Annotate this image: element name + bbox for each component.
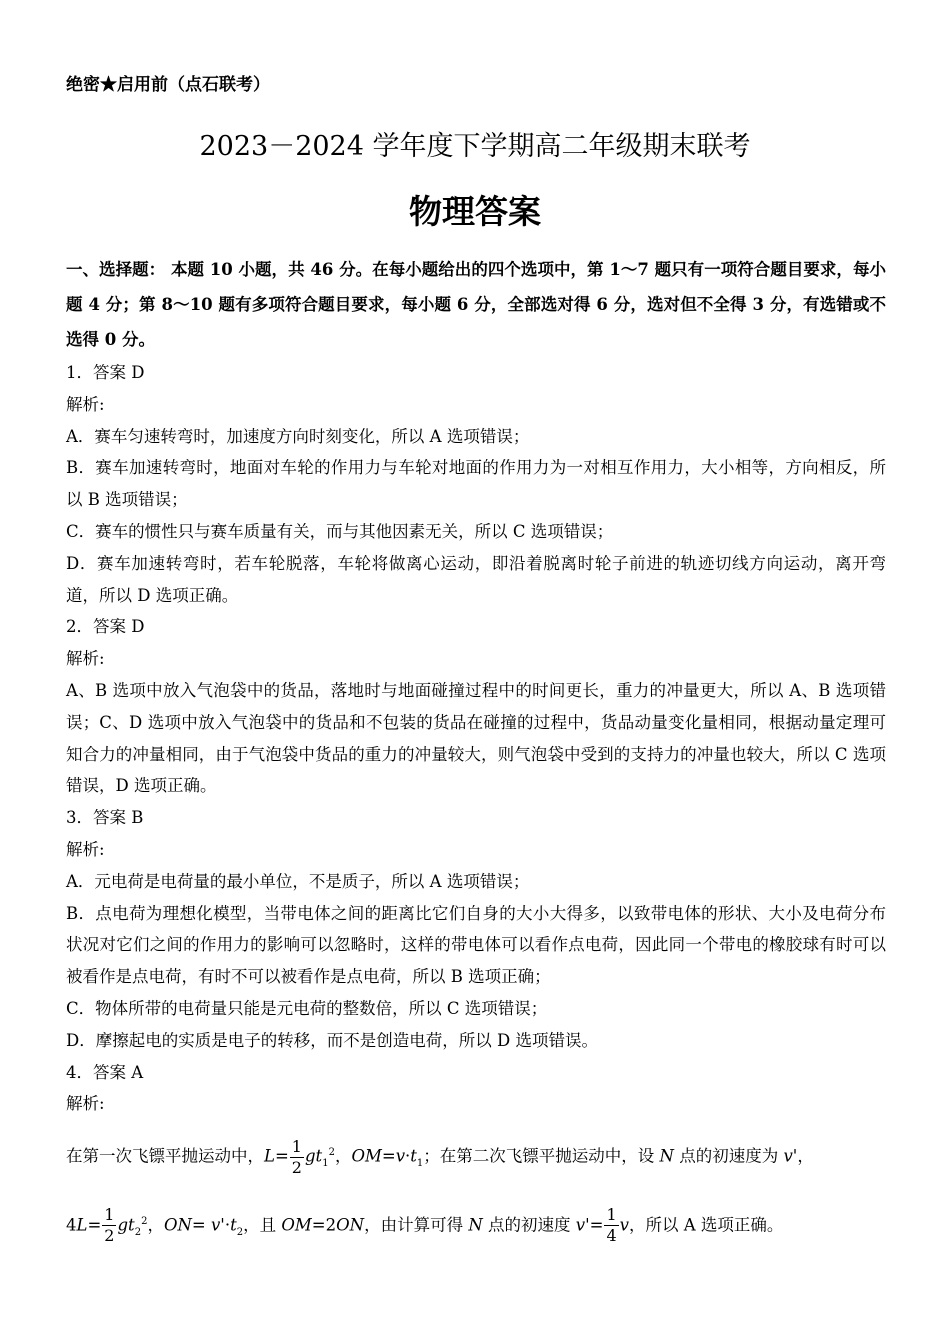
q3-option-d: D．摩擦起电的实质是电子的转移，而不是创造电荷，所以 D 选项错误。	[66, 1030, 598, 1050]
q4-answer: 4．答案 A	[66, 1062, 144, 1082]
q1-option-d: D．赛车加速转弯时，若车轮脱落，车轮将做离心运动，即沿着脱离时轮子前进的轨迹切线方向运动，离开弯道，所以 D 选项正确。	[66, 553, 886, 605]
fraction-one-half: $\frac{1}{2}$	[291, 1136, 302, 1177]
q4-formula-line-2: 4L= $\frac{1}{2}$ $gt_2^2$，$ON= v'\cdot t_2$，且 OM=2ON，由计算可得 N 点的初速度 v'= $\frac{1}{4}$ v，所以 A 选项正确。	[66, 1205, 784, 1246]
section-instructions: 一、选择题： 本题 10 小题，共 46 分。在每小题给出的四个选项中，第 1～7 题只有一项符合题目要求，每小题 4 分；第 8～10 题有多项符合题目要求，每小题 6 分，全部选对得 6 分，选对但不全得 3 分，有选错或不选得 0 分。	[66, 260, 886, 349]
q2-explanation: A、B 选项中放入气泡袋中的货品，落地时与地面碰撞过程中的时间更长，重力的冲量更大，所以 A、B 选项错误；C、D 选项中放入气泡袋中的货品和不包装的货品在碰撞的过程中，货品动量变化量相同，根据动量定理可知合力的冲量相同，由于气泡袋中货品的重力的冲量较大，则气泡袋中受到的支持力的冲量也较大，所以 C 选项错误，D 选项正确。	[66, 680, 886, 796]
page-title: 2023－2024 学年度下学期高二年级期末联考	[199, 131, 751, 162]
q1-option-c: C．赛车的惯性只与赛车质量有关，而与其他因素无关，所以 C 选项错误；	[66, 521, 614, 541]
q3-option-b: B．点电荷为理想化模型，当带电体之间的距离比它们自身的大小大得多，以致带电体的形状、大小及电荷分布状况对它们之间的作用力的影响可以忽略时，这样的带电体可以看作点电荷，因此同一个带电的橡胶球有时可以被看作是点电荷，有时不可以被看作是点电荷，所以 B 选项正确；	[66, 903, 886, 987]
q3-option-a: A．元电荷是电荷量的最小单位，不是质子，所以 A 选项错误；	[66, 871, 530, 891]
fraction-one-half: $\frac{1}{2}$	[104, 1205, 115, 1246]
q4-formula-line-1: 在第一次飞镖平抛运动中，L= $\frac{1}{2}$ $gt_1^2$，$OM=v\cdot t_1$；在第二次飞镖平抛运动中，设 N 点的初速度为 v'，	[66, 1136, 814, 1177]
q2-analysis-label: 解析:	[66, 649, 105, 669]
q3-answer: 3．答案 B	[66, 808, 144, 828]
q3-analysis-label: 解析:	[66, 839, 105, 859]
confidential-label: 绝密★启用前（点石联考）	[66, 75, 270, 95]
q1-option-a: A．赛车匀速转弯时，加速度方向时刻变化，所以 A 选项错误；	[66, 426, 530, 446]
fraction-one-quarter: $\frac{1}{4}$	[606, 1205, 617, 1246]
q3-option-c: C．物体所带的电荷量只能是元电荷的整数倍，所以 C 选项错误；	[66, 998, 548, 1018]
q4-analysis-label: 解析:	[66, 1094, 105, 1114]
q1-answer: 1．答案 D	[66, 363, 145, 382]
page-subtitle: 物理答案	[409, 192, 541, 231]
answer-body	[66, 252, 886, 1250]
q1-option-b: B．赛车加速转弯时，地面对车轮的作用力与车轮对地面的作用力为一对相互作用力，大小相等，方向相反，所以 B 选项错误；	[66, 458, 886, 510]
q1-analysis-label: 解析:	[66, 394, 105, 414]
q2-answer: 2．答案 D	[66, 617, 145, 637]
